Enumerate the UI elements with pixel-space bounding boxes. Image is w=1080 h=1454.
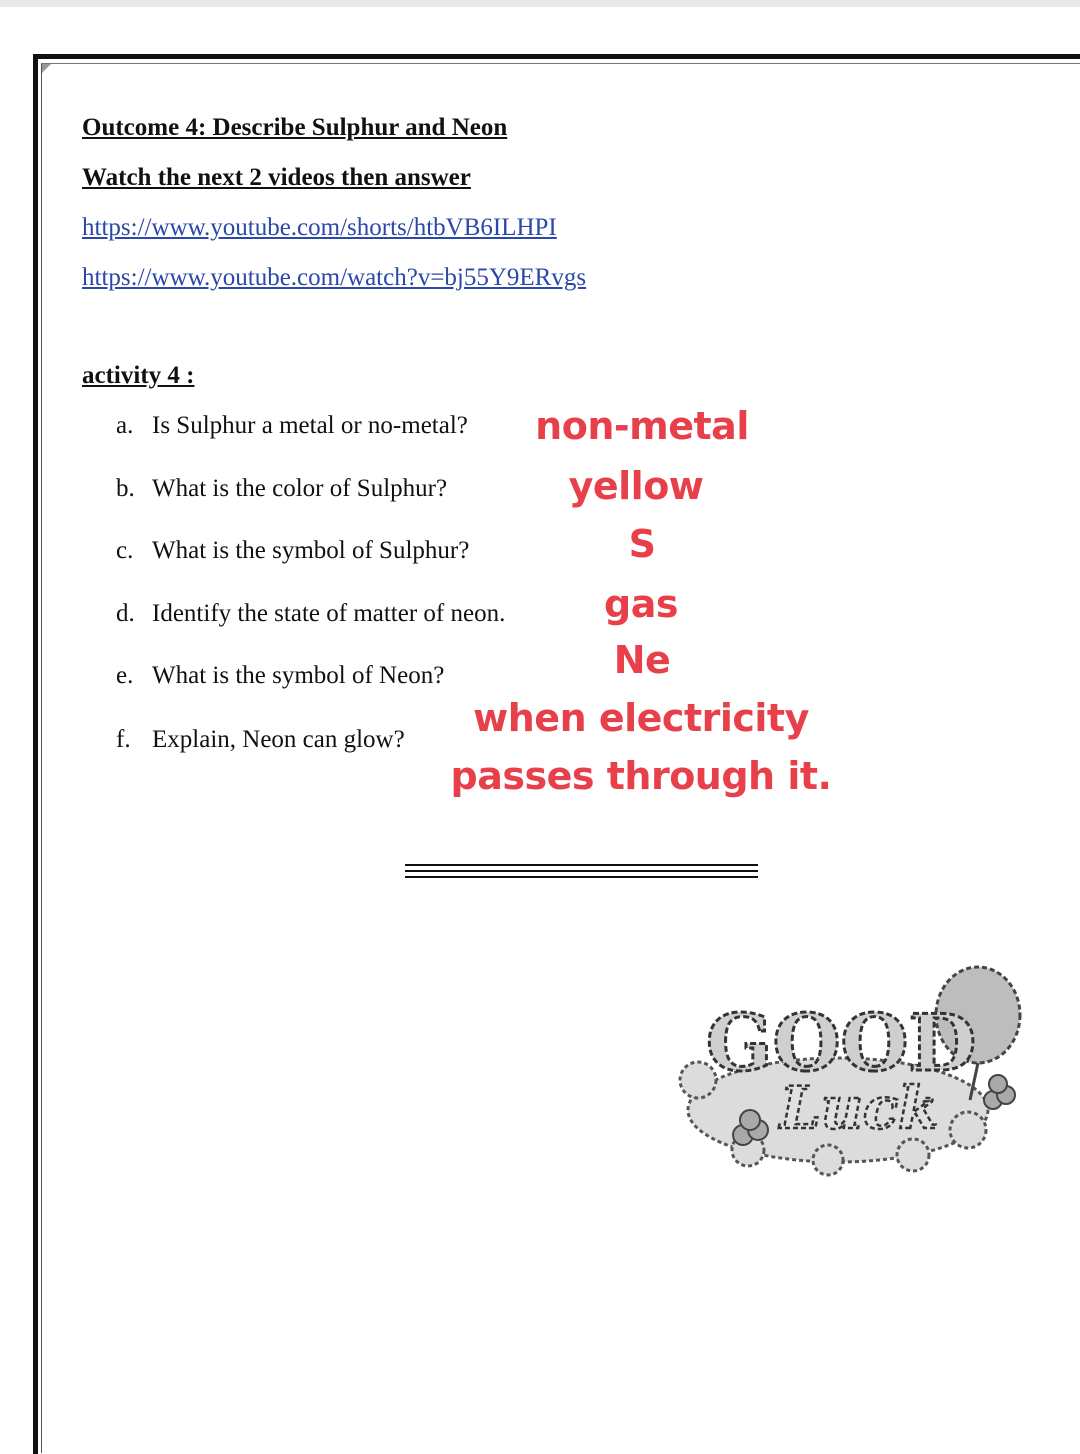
separator-line <box>405 870 758 872</box>
page-inner-top-border <box>41 63 1080 64</box>
good-luck-badge <box>668 960 1038 1190</box>
question-text: What is the symbol of Sulphur? <box>152 537 470 564</box>
question-b <box>116 475 447 503</box>
question-text: Identify the state of matter of neon. <box>152 600 506 627</box>
question-text: What is the color of Sulphur? <box>152 475 448 502</box>
activity-title: activity 4 : <box>82 362 195 389</box>
question-text: Is Sulphur a metal or no-metal? <box>152 412 468 439</box>
answer-d: gas <box>604 582 678 626</box>
section-separator <box>405 864 758 882</box>
page-inner-border <box>41 63 42 1453</box>
answer-a: non-metal <box>535 404 749 448</box>
badge-luck-text: Luck <box>780 1074 939 1142</box>
separator-line <box>405 876 758 878</box>
answer-f-line-2: passes through it. <box>450 754 832 798</box>
question-f <box>116 726 405 754</box>
top-bar <box>0 0 1080 7</box>
question-letter: c. <box>116 537 134 564</box>
question-text: Explain, Neon can glow? <box>152 726 405 753</box>
corner-fold-icon <box>42 64 51 73</box>
video-link-1[interactable]: https://www.youtube.com/shorts/htbVB6ILHPI <box>82 214 557 241</box>
question-letter: e. <box>116 662 134 689</box>
question-letter: f. <box>116 726 131 753</box>
answer-e: Ne <box>613 638 671 682</box>
answer-b: yellow <box>568 464 704 508</box>
question-letter: b. <box>116 475 135 502</box>
instruction-heading: Watch the next 2 videos then answer <box>82 164 471 191</box>
question-letter: a. <box>116 412 134 439</box>
outcome-title: Outcome 4: Describe Sulphur and Neon <box>82 114 508 141</box>
question-d <box>116 600 505 628</box>
question-e <box>116 662 444 690</box>
question-text: What is the symbol of Neon? <box>152 662 445 689</box>
badge-good-text: GOOD <box>706 998 977 1089</box>
separator-line <box>405 864 758 866</box>
question-c <box>116 537 469 565</box>
answer-c: S <box>628 522 656 566</box>
question-a <box>116 412 468 440</box>
question-letter: d. <box>116 600 135 627</box>
answer-f-line-1: when electricity <box>473 696 809 740</box>
video-link-2[interactable]: https://www.youtube.com/watch?v=bj55Y9ERvgs <box>82 264 587 291</box>
